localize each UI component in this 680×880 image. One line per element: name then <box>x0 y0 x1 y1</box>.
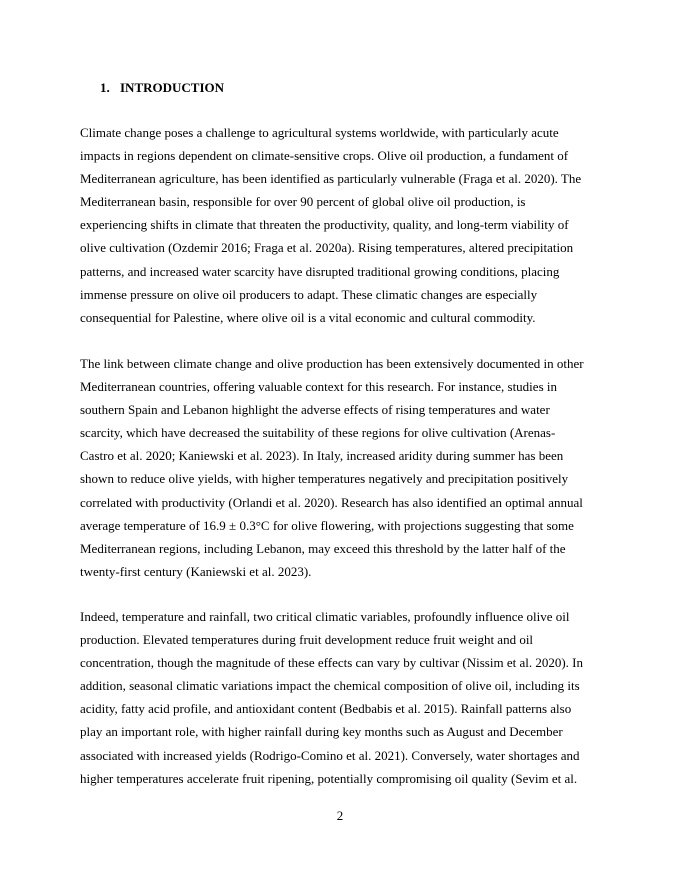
text-line: scarcity, which have decreased the suitability of these regions for olive cultivation (Arenas- <box>80 425 556 441</box>
paragraph-2 <box>80 352 605 583</box>
text-line: Mediterranean countries, offering valuable context for this research. For instance, studies in <box>80 379 557 395</box>
text-line: higher temperatures accelerate fruit ripening, potentially compromising oil quality (Sevim et al. <box>80 770 578 786</box>
text-line: play an important role, with higher rainfall during key months such as August and December <box>80 724 563 740</box>
text-line: associated with increased yields (Rodrigo-Comino et al. 2021). Conversely, water shortages and <box>80 747 580 763</box>
text-line: Mediterranean regions, including Lebanon, may exceed this threshold by the latter half of the <box>80 540 566 556</box>
text-line: southern Spain and Lebanon highlight the adverse effects of rising temperatures and water <box>80 402 550 418</box>
text-line: concentration, though the magnitude of these effects can vary by cultivar (Nissim et al. 2020). In <box>80 655 583 671</box>
text-line: patterns, and increased water scarcity have disrupted traditional growing conditions, placing <box>80 263 560 279</box>
paragraph-1 <box>80 121 605 329</box>
text-line: Climate change poses a challenge to agricultural systems worldwide, with particularly acute <box>80 125 559 140</box>
text-line: Castro et al. 2020; Kaniewski et al. 2023). In Italy, increased aridity during summer has been <box>80 448 564 464</box>
text-line: Indeed, temperature and rainfall, two critical climatic variables, profoundly influence olive oil <box>80 609 570 624</box>
text-line: addition, seasonal climatic variations impact the chemical composition of olive oil, including its <box>80 678 580 694</box>
text-line: consequential for Palestine, where olive oil is a vital economic and cultural commodity. <box>80 309 536 325</box>
text-line: acidity, fatty acid profile, and antioxidant content (Bedbabis et al. 2015). Rainfall patterns also <box>80 701 572 717</box>
text-line: average temperature of 16.9 ± 0.3°C for olive flowering, with projections suggesting that some <box>80 517 574 533</box>
text-line: Mediterranean basin, responsible for over 90 percent of global olive oil production, is <box>80 194 526 210</box>
text-line: Mediterranean agriculture, has been identified as particularly vulnerable (Fraga et al. 2020). The <box>80 171 582 187</box>
section-number: 1. <box>100 80 110 95</box>
text-line: shown to reduce olive yields, with higher temperatures negatively and precipitation positively <box>80 471 569 487</box>
paragraph-3 <box>80 605 605 790</box>
text-line: immense pressure on olive oil producers to adapt. These climatic changes are especially <box>80 286 538 302</box>
text-line: correlated with productivity (Orlandi et al. 2020). Research has also identified an optimal annual <box>80 494 583 510</box>
text-line: twenty-first century (Kaniewski et al. 2023). <box>80 563 312 579</box>
text-line: The link between climate change and olive production has been extensively documented in other <box>80 356 584 371</box>
text-line: production. Elevated temperatures during fruit development reduce fruit weight and oil <box>80 632 534 648</box>
section-title: INTRODUCTION <box>120 80 225 95</box>
section-heading <box>100 79 224 97</box>
text-line: olive cultivation (Ozdemir 2016; Fraga et al. 2020a). Rising temperatures, altered precipitation <box>80 240 574 256</box>
page-number: 2 <box>336 808 344 823</box>
text-line: experiencing shifts in climate that threaten the productivity, quality, and long-term viability of <box>80 217 569 233</box>
text-line: impacts in regions dependent on climate-sensitive crops. Olive oil production, a fundament of <box>80 148 569 164</box>
